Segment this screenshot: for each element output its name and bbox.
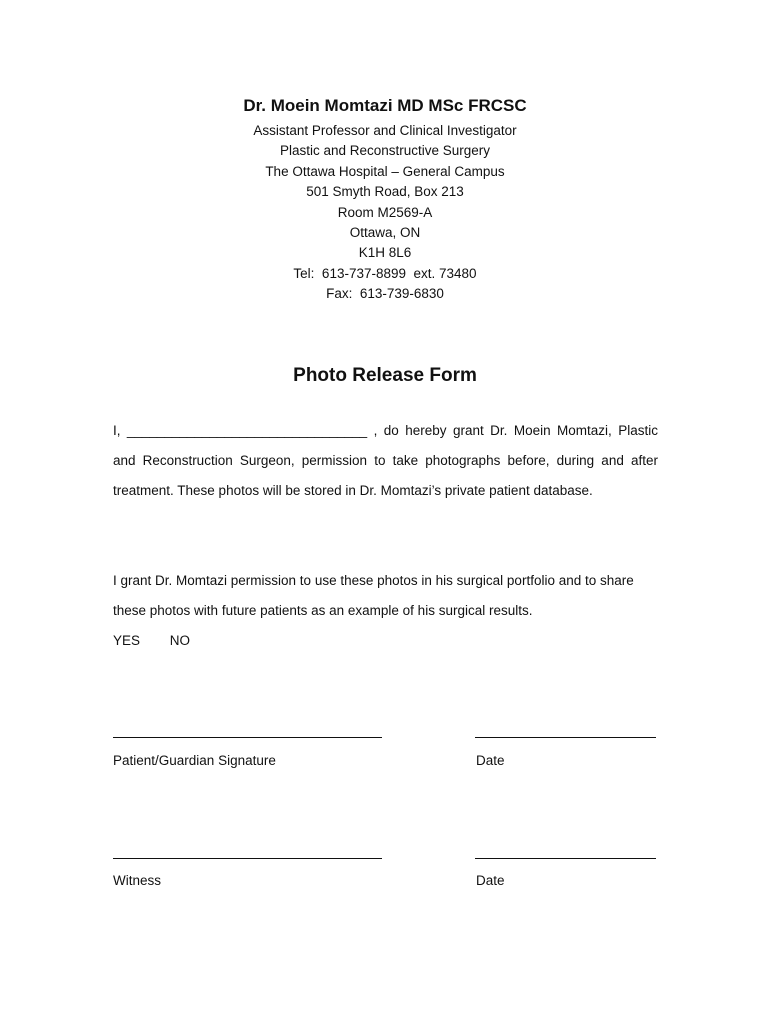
consent-paragraph: I, ________________________________ , do hereby grant Dr. Moein Momtazi, Plastic and Reconstruction Surgeon, permission to take photographs before, during and after treatment. These photos will be stored in Dr. Momtazi’s private patient database. (113, 423, 658, 498)
yes-option[interactable]: YES (113, 633, 141, 648)
witness-date-line[interactable] (475, 858, 656, 859)
patient-date-label: Date (476, 753, 505, 768)
form-title: Photo Release Form (293, 365, 477, 386)
street-address: 501 Smyth Road, Box 213 (306, 184, 464, 200)
patient-date-line[interactable] (475, 737, 656, 738)
fax: Fax: 613-739-6830 (326, 286, 444, 302)
witness-label: Witness (113, 873, 162, 888)
room: Room M2569-A (337, 204, 433, 220)
postal-code: K1H 8L6 (358, 245, 412, 261)
patient-signature-label: Patient/Guardian Signature (113, 753, 276, 768)
letterhead (0, 94, 770, 305)
hospital: The Ottawa Hospital – General Campus (265, 163, 505, 179)
witness-signature-line[interactable] (113, 858, 382, 859)
city: Ottawa, ON (349, 225, 421, 241)
telephone: Tel: 613-737-8899 ext. 73480 (293, 265, 477, 281)
witness-date-label: Date (476, 873, 505, 888)
department: Plastic and Reconstructive Surgery (279, 143, 491, 159)
yes-no-choice (113, 626, 190, 656)
doctor-title: Assistant Professor and Clinical Investigator (253, 123, 517, 138)
patient-signature-line[interactable] (113, 737, 382, 738)
doctor-name: Dr. Moein Momtazi MD MSc FRCSC (243, 96, 527, 115)
portfolio-permission-paragraph: I grant Dr. Momtazi permission to use these photos in his surgical portfolio and to share these photos with future patients as an example of his surgical results. (113, 573, 634, 618)
no-option[interactable]: NO (169, 633, 191, 648)
